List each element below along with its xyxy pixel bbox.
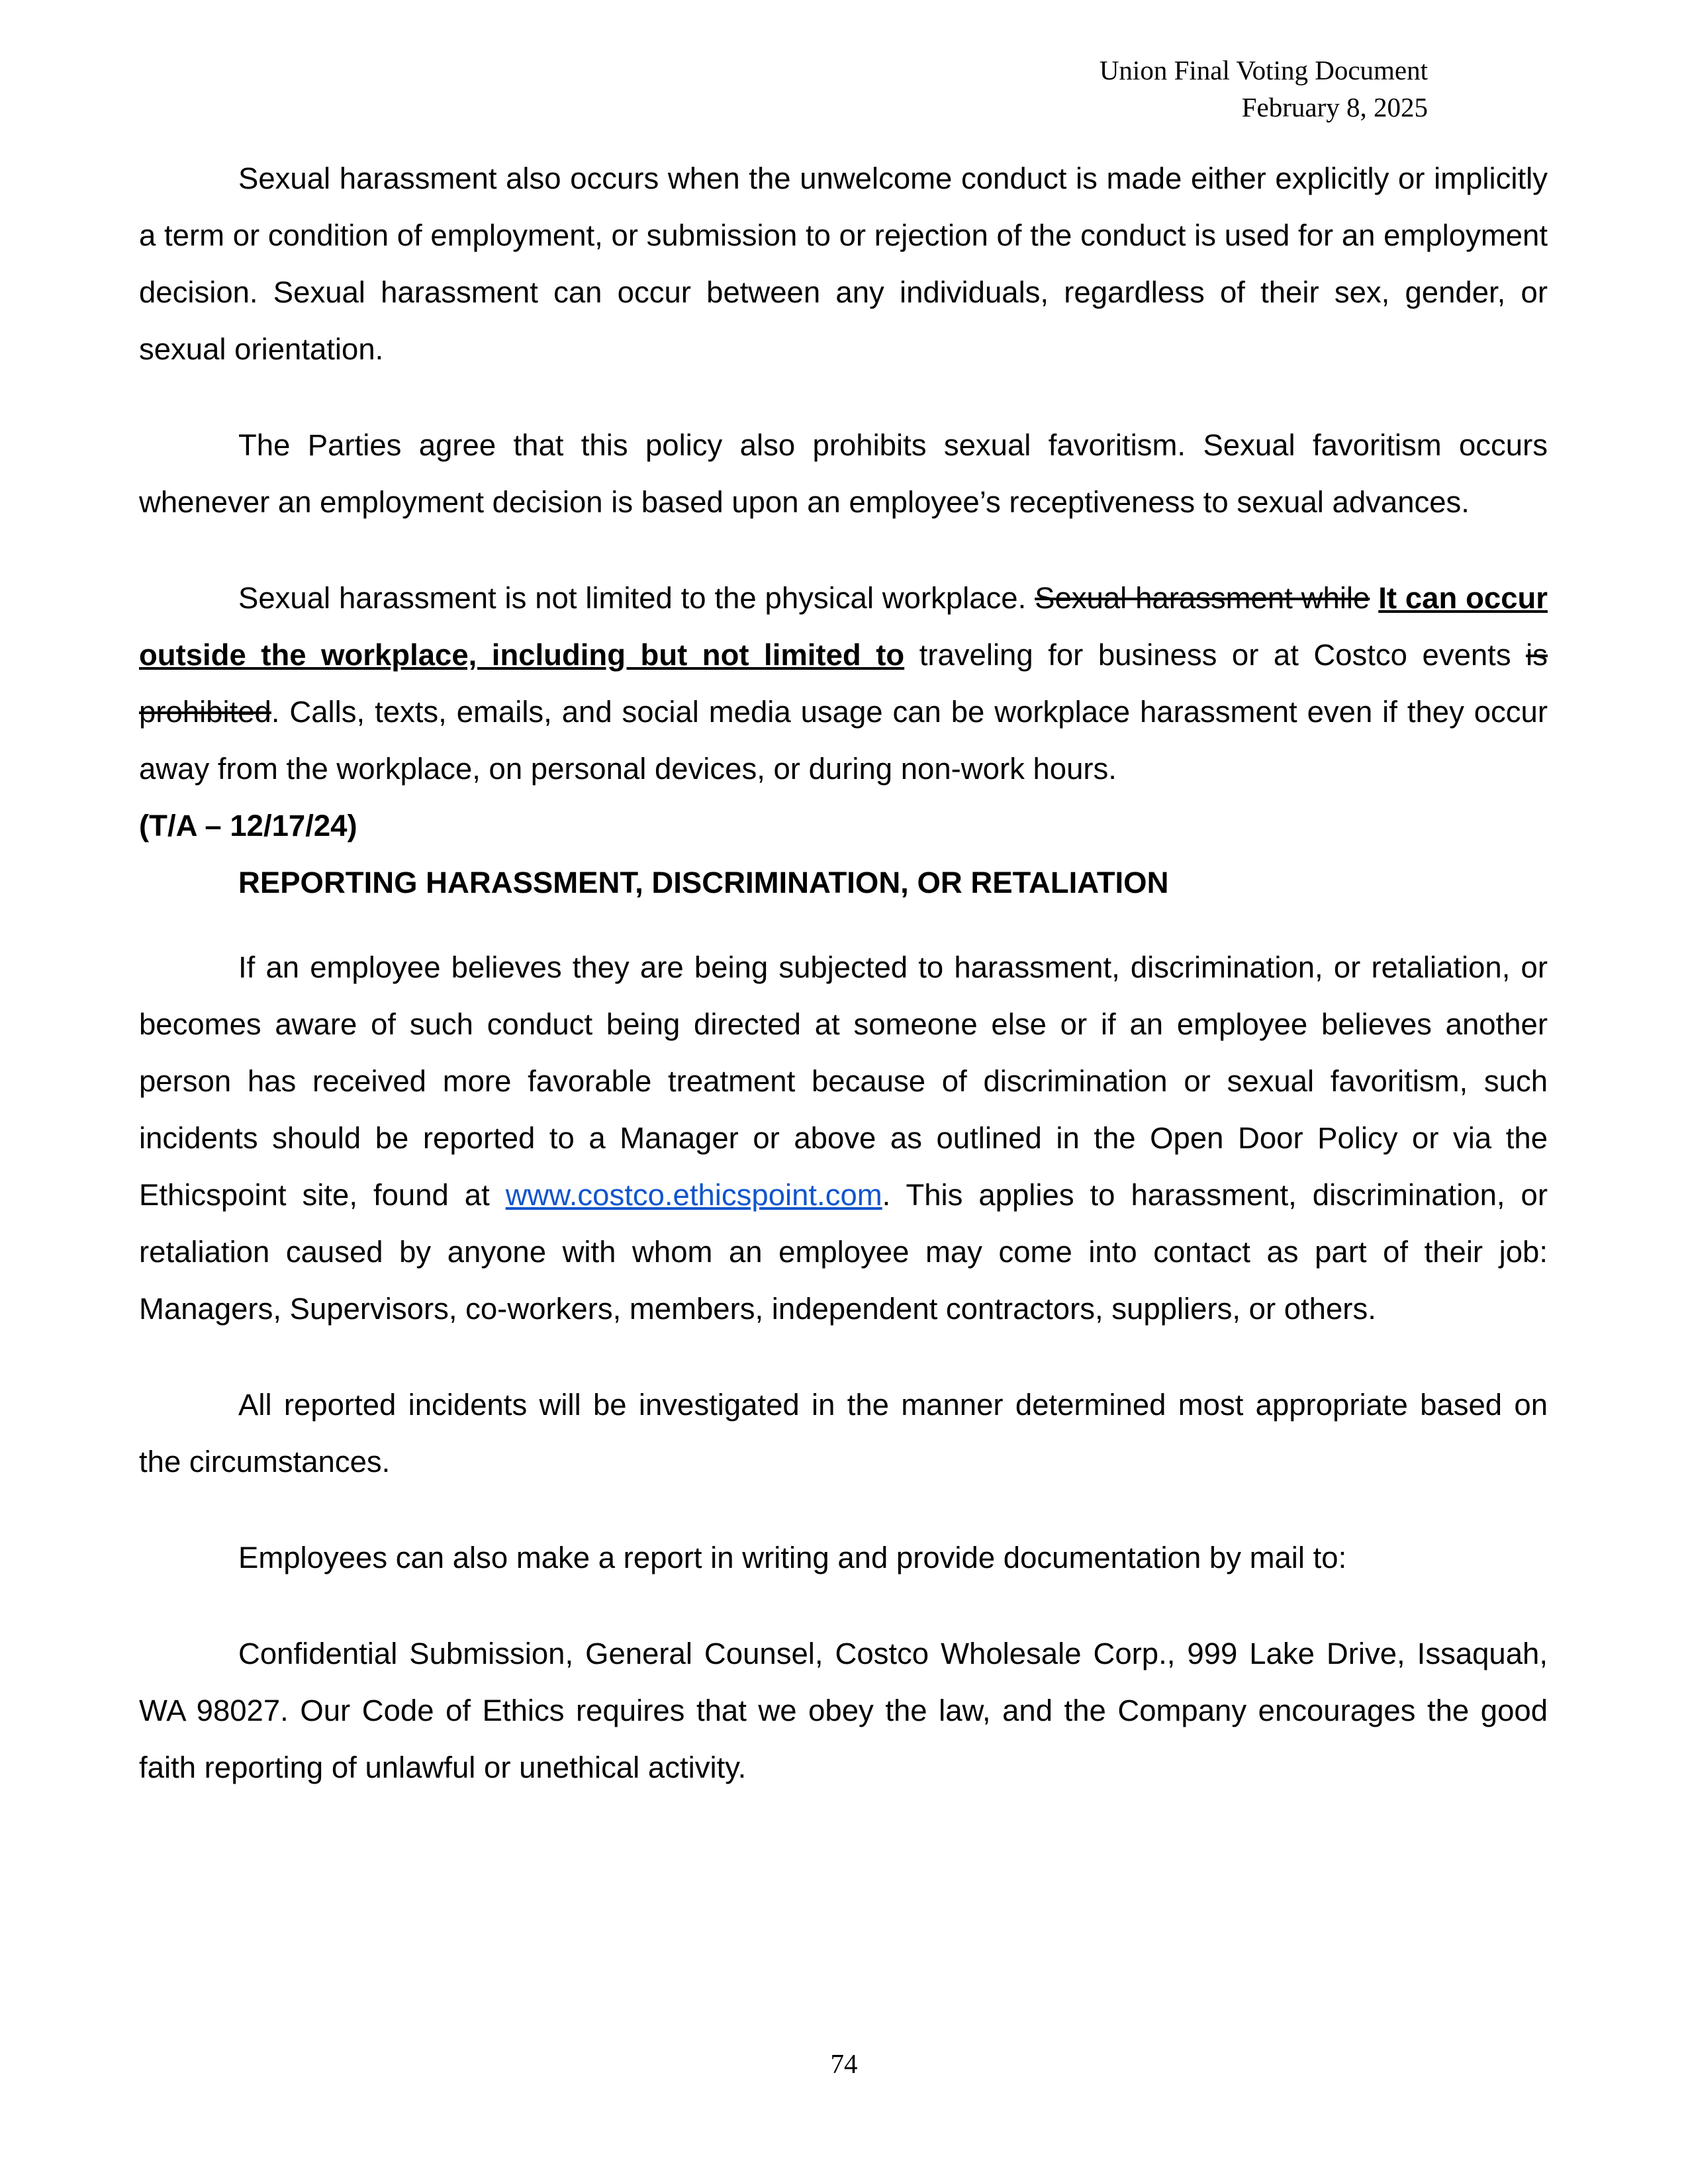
struck-text: is prohibited bbox=[139, 638, 1548, 729]
text-segment: traveling for business or at Costco events bbox=[919, 638, 1511, 672]
text-segment: . This applies to harassment, discrimination, or retaliation caused by anyone with whom an employee may come into contact as part of their job: Managers, Supervisors, co-workers, members, independent contractors, suppliers, or others. bbox=[139, 1178, 1548, 1326]
text-segment: If an employee believes they are being subjected to harassment, discrimination, or retaliation, or becomes aware of such conduct being directed at someone else or if an employee believes another person has received more favorable treatment because of discrimination or sexual favoritism, such incidents should be reported to a Manager or above as outlined in the Open Door Policy or via the Ethicspoint site, found at bbox=[139, 950, 1548, 1212]
paragraph-quid-pro-quo: Sexual harassment also occurs when the unwelcome conduct is made either explicitly or implicitly a term or condition of employment, or submission to or rejection of the conduct is used for an employment decision. Sexual harassment can occur between any individuals, regardless of their sex, gender, or sexual orientation. bbox=[139, 161, 1548, 366]
struck-text: Sexual harassment while bbox=[1035, 581, 1370, 615]
paragraph-outside-workplace bbox=[139, 570, 1548, 797]
paragraph-mailing-address: Confidential Submission, General Counsel, Costco Wholesale Corp., 999 Lake Drive, Issaquah, WA 98027. Our Code of Ethics requires that we obey the law, and the Company encourages the good faith reporting of unlawful or unethical activity. bbox=[139, 1637, 1548, 1784]
tentative-agreement-date: (T/A – 12/17/24) bbox=[139, 809, 357, 842]
inserted-text: It can occur outside the workplace, including but not limited to bbox=[139, 581, 1548, 672]
document-body bbox=[139, 150, 1548, 1796]
paragraph-reporting bbox=[139, 939, 1548, 1338]
page-number: 74 bbox=[830, 2048, 858, 2079]
text-segment: . Calls, texts, emails, and social media usage can be workplace harassment even if they occur away from the workplace, on personal devices, or during non-work hours. bbox=[139, 695, 1548, 786]
section-heading: REPORTING HARASSMENT, DISCRIMINATION, OR RETALIATION bbox=[238, 866, 1169, 899]
header-date: February 8, 2025 bbox=[1241, 92, 1428, 122]
paragraph-written-report: Employees can also make a report in writing and provide documentation by mail to: bbox=[238, 1541, 1347, 1574]
header-title: Union Final Voting Document bbox=[1099, 55, 1428, 85]
paragraph-sexual-favoritism: The Parties agree that this policy also prohibits sexual favoritism. Sexual favoritism occurs whenever an employment decision is based upon an employee’s receptiveness to sexual advances. bbox=[139, 428, 1548, 519]
text-segment: Sexual harassment is not limited to the physical workplace. bbox=[238, 581, 1027, 615]
paragraph-investigation: All reported incidents will be investigated in the manner determined most appropriate based on the circumstances. bbox=[139, 1388, 1548, 1479]
document-header bbox=[1100, 52, 1428, 126]
ethicspoint-link[interactable]: www.costco.ethicspoint.com bbox=[505, 1178, 882, 1212]
